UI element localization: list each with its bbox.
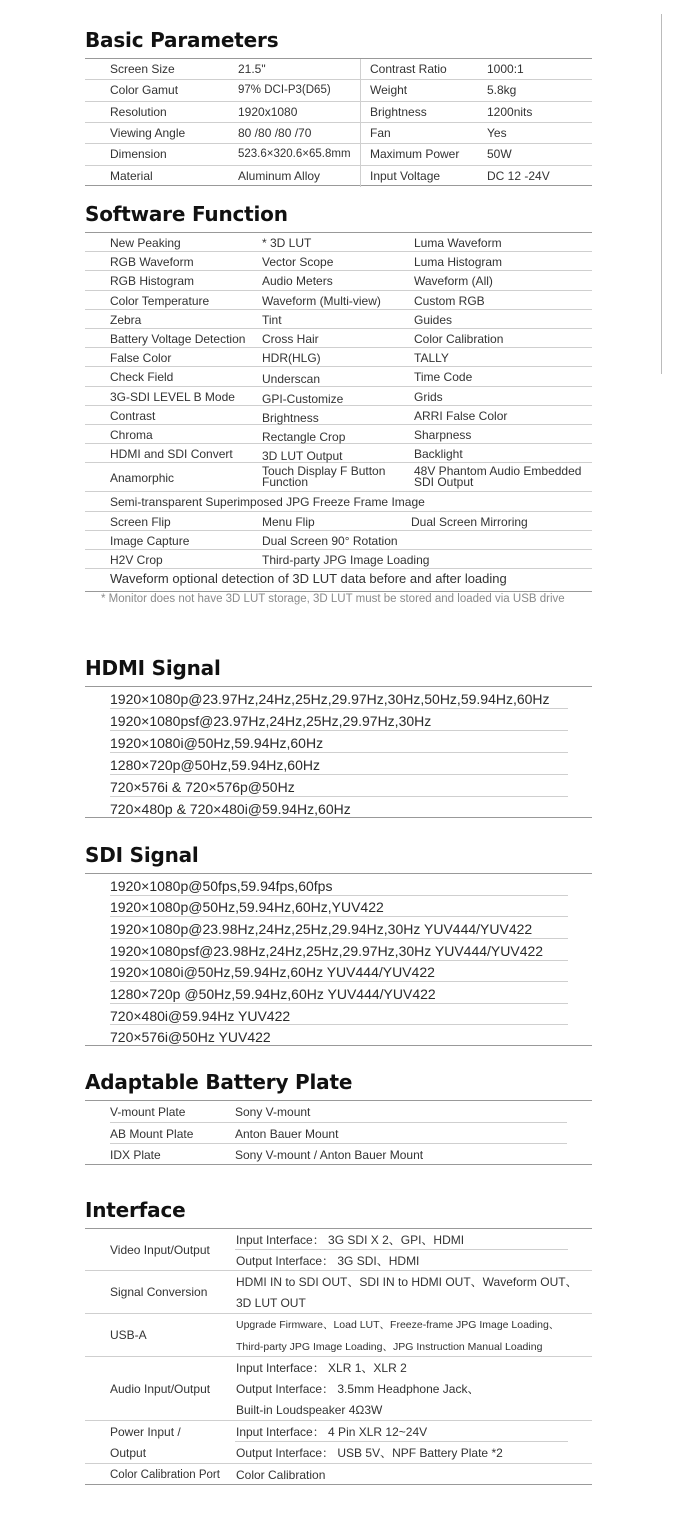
feature-item: Brightness <box>262 410 319 425</box>
param-label: Viewing Angle <box>110 126 186 140</box>
interface-power-label-1: Power Input / <box>110 1425 181 1439</box>
param-label: Dimension <box>110 147 167 162</box>
basic-parameters-row <box>85 59 592 80</box>
interface-table <box>85 1228 592 1485</box>
param-value: Yes <box>487 126 507 140</box>
feature-item: 3D LUT Output <box>262 449 343 464</box>
sdi-signal-row <box>110 939 568 961</box>
feature-item: Rectangle Crop <box>262 430 346 444</box>
software-function-row <box>85 569 592 593</box>
interface-signal-label: Signal Conversion <box>110 1285 208 1299</box>
software-function-row <box>85 550 592 569</box>
hdmi-signal-format: 1920×1080psf@23.97Hz,24Hz,25Hz,29.97Hz,30Hz <box>110 713 432 729</box>
software-function-row <box>85 271 592 290</box>
interface-signal-group <box>85 1271 592 1314</box>
param-label: Maximum Power <box>370 147 460 162</box>
interface-usb-line1: Upgrade Firmware、Load LUT、Freeze-frame JPG Image Loading、 <box>236 1319 560 1331</box>
interface-usb-line2: Third-party JPG Image Loading、JPG Instruction Manual Loading <box>236 1341 543 1353</box>
param-value: 1000:1 <box>487 62 524 76</box>
param-value: 80 /80 /80 /70 <box>238 126 312 140</box>
software-function-row <box>85 425 592 444</box>
sdi-signal-format: 1920×1080psf@23.98Hz,24Hz,25Hz,29.97Hz,30Hz YUV444/YUV422 <box>110 942 544 959</box>
basic-parameters-heading: Basic Parameters <box>85 28 279 52</box>
basic-parameters-row <box>85 80 592 101</box>
feature-item: RGB Histogram <box>110 274 195 289</box>
param-value: Aluminum Alloy <box>238 168 321 183</box>
sdi-signal-format: 720×480i@59.94Hz YUV422 <box>110 1007 291 1024</box>
hdmi-signal-row <box>110 775 568 797</box>
param-label: Color Gamut <box>110 83 179 98</box>
hdmi-signal-format: 720×576i & 720×576p@50Hz <box>110 779 295 795</box>
feature-item: Waveform (All) <box>414 274 493 289</box>
software-function-row <box>85 233 592 252</box>
feature-item: Luma Waveform <box>414 236 502 250</box>
hdmi-signal-row <box>110 797 568 819</box>
feature-item: * 3D LUT <box>262 236 312 250</box>
feature-item: Vector Scope <box>262 255 334 270</box>
software-function-row <box>85 387 592 406</box>
param-value: 1920x1080 <box>238 104 298 119</box>
software-function-row <box>85 291 592 310</box>
param-label: Brightness <box>370 104 427 119</box>
hdmi-signal-format: 1920×1080i@50Hz,59.94Hz,60Hz <box>110 735 324 751</box>
battery-plate-table <box>85 1100 592 1165</box>
feature-item: RGB Waveform <box>110 255 194 270</box>
software-function-row <box>85 310 592 329</box>
interface-video-input: Input Interface： 3G SDI X 2、GPI、HDMI <box>236 1233 465 1247</box>
hdmi-signal-row <box>110 753 568 775</box>
param-label: Fan <box>370 126 391 140</box>
feature-item: ARRI False Color <box>414 408 508 423</box>
feature-item: Semi-transparent Superimposed JPG Freeze Frame Image <box>110 495 425 510</box>
feature-item: Third-party JPG Image Loading <box>262 553 430 567</box>
software-function-heading: Software Function <box>85 202 288 226</box>
param-label: Input Voltage <box>370 168 441 183</box>
interface-audio-group <box>85 1357 592 1421</box>
feature-item: Color Calibration <box>414 332 504 346</box>
interface-power-input: Input Interface： 4 Pin XLR 12~24V <box>236 1425 428 1439</box>
param-label: Screen Size <box>110 62 175 76</box>
software-function-row <box>85 444 592 463</box>
software-function-row <box>85 252 592 271</box>
sdi-signal-row <box>110 1025 568 1047</box>
software-function-row <box>85 463 592 492</box>
hdmi-signal-row <box>110 731 568 753</box>
sdi-signal-row <box>110 961 568 983</box>
battery-plate-label: V-mount Plate <box>110 1105 186 1119</box>
interface-audio-input: Input Interface： XLR 1、XLR 2 <box>236 1361 407 1375</box>
param-value: 523.6×320.6×65.8mm <box>238 148 351 161</box>
param-value: 5.8kg <box>487 83 517 98</box>
param-value: 1200nits <box>487 104 533 119</box>
interface-video-output: Output Interface： 3G SDI、HDMI <box>236 1254 420 1268</box>
hdmi-signal-list <box>85 686 592 818</box>
param-label: Weight <box>370 83 408 98</box>
sdi-signal-format: 1920×1080p@50fps,59.94fps,60fps <box>110 877 333 894</box>
interface-heading: Interface <box>85 1198 186 1222</box>
feature-item: Touch Display F Button Function <box>262 464 386 490</box>
feature-item: 3G-SDI LEVEL B Mode <box>110 389 235 404</box>
hdmi-signal-format: 1280×720p@50Hz,59.94Hz,60Hz <box>110 757 320 773</box>
param-label: Resolution <box>110 104 167 119</box>
feature-item: Underscan <box>262 372 321 387</box>
feature-item: Sharpness <box>414 428 472 442</box>
software-function-row <box>85 367 592 386</box>
interface-calibration-value: Color Calibration <box>236 1468 326 1482</box>
sdi-signal-heading: SDI Signal <box>85 843 199 867</box>
feature-item: Color Temperature <box>110 293 210 308</box>
sdi-signal-format: 1920×1080p@50Hz,59.94Hz,60Hz,YUV422 <box>110 899 384 916</box>
interface-power-group <box>85 1421 592 1464</box>
feature-item: Tint <box>262 312 282 327</box>
battery-plate-row <box>110 1101 567 1123</box>
sdi-signal-row <box>110 1004 568 1026</box>
feature-item: False Color <box>110 351 172 366</box>
feature-item: Luma Histogram <box>414 255 503 270</box>
hdmi-signal-row <box>110 687 568 709</box>
sdi-signal-list <box>85 873 592 1046</box>
feature-item: Screen Flip <box>110 514 171 529</box>
param-label: Material <box>110 168 153 183</box>
hdmi-signal-heading: HDMI Signal <box>85 656 221 680</box>
software-function-footnote: * Monitor does not have 3D LUT storage, 3D LUT must be stored and loaded via USB drive <box>101 593 565 605</box>
feature-item: Waveform (Multi-view) <box>262 293 381 308</box>
feature-item: H2V Crop <box>110 553 163 567</box>
interface-audio-label: Audio Input/Output <box>110 1382 211 1396</box>
feature-item: 48V Phantom Audio Embedded SDI Output <box>414 464 582 490</box>
feature-item: HDR(HLG) <box>262 351 321 366</box>
software-function-row <box>85 492 592 511</box>
basic-parameters-row <box>85 123 592 144</box>
param-value: 50W <box>487 147 512 162</box>
right-edge-divider <box>661 14 662 374</box>
software-function-row <box>85 531 592 550</box>
basic-parameters-row <box>85 166 592 187</box>
interface-calibration-label: Color Calibration Port <box>110 1469 220 1481</box>
basic-parameters-table <box>85 58 592 186</box>
battery-plate-label: IDX Plate <box>110 1148 161 1163</box>
hdmi-signal-format: 1920×1080p@23.97Hz,24Hz,25Hz,29.97Hz,30Hz,50Hz,59.94Hz,60Hz <box>110 691 550 707</box>
software-function-row <box>85 512 592 531</box>
battery-plate-value: Anton Bauer Mount <box>235 1126 339 1141</box>
feature-item: New Peaking <box>110 236 181 250</box>
feature-item: Audio Meters <box>262 274 333 289</box>
feature-item: Chroma <box>110 428 153 442</box>
hdmi-signal-row <box>110 709 568 731</box>
feature-item: TALLY <box>414 351 449 366</box>
param-value: 21.5" <box>238 62 266 76</box>
sdi-signal-format: 1920×1080i@50Hz,59.94Hz,60Hz YUV444/YUV422 <box>110 964 435 981</box>
feature-item: Grids <box>414 389 443 404</box>
param-label: Contrast Ratio <box>370 62 447 76</box>
feature-item: Dual Screen 90° Rotation <box>262 533 398 548</box>
interface-power-label-2: Output <box>110 1446 147 1460</box>
feature-item: GPI-Customize <box>262 391 344 406</box>
feature-item: Menu Flip <box>262 514 315 529</box>
sdi-signal-row <box>110 896 568 918</box>
sdi-signal-format: 720×576i@50Hz YUV422 <box>110 1029 271 1046</box>
feature-item: Custom RGB <box>414 293 485 308</box>
feature-item: Dual Screen Mirroring <box>411 514 528 529</box>
interface-usb-group <box>85 1314 592 1357</box>
feature-item: Backlight <box>414 447 463 462</box>
interface-audio-speaker: Built-in Loudspeaker 4Ω3W <box>236 1403 383 1417</box>
feature-item: Time Code <box>414 370 473 385</box>
interface-signal-line2: 3D LUT OUT <box>236 1296 306 1310</box>
software-function-row <box>85 348 592 367</box>
interface-power-output: Output Interface： USB 5V、NPF Battery Plate *2 <box>236 1446 503 1460</box>
battery-plate-heading: Adaptable Battery Plate <box>85 1070 353 1094</box>
software-function-row <box>85 329 592 348</box>
basic-parameters-row <box>85 102 592 123</box>
battery-plate-value: Sony V-mount / Anton Bauer Mount <box>235 1148 424 1163</box>
param-value: DC 12 -24V <box>487 168 550 183</box>
feature-item: Anamorphic <box>110 471 175 486</box>
battery-plate-row <box>110 1144 567 1166</box>
interface-audio-output: Output Interface： 3.5mm Headphone Jack、 <box>236 1382 480 1396</box>
sdi-signal-row <box>110 874 568 896</box>
feature-item: Cross Hair <box>262 332 319 346</box>
battery-plate-row <box>110 1123 567 1145</box>
feature-item: Battery Voltage Detection <box>110 332 246 346</box>
sdi-signal-row <box>110 917 568 939</box>
feature-item: Waveform optional detection of 3D LUT data before and after loading <box>110 571 507 587</box>
feature-item: Contrast <box>110 408 156 423</box>
feature-item: Image Capture <box>110 533 190 548</box>
sdi-signal-format: 1280×720p @50Hz,59.94Hz,60Hz YUV444/YUV422 <box>110 985 436 1002</box>
sdi-signal-row <box>110 982 568 1004</box>
interface-video-group <box>85 1229 592 1271</box>
battery-plate-value: Sony V-mount <box>235 1105 311 1119</box>
battery-plate-label: AB Mount Plate <box>110 1126 194 1141</box>
interface-calibration-group <box>85 1464 592 1486</box>
feature-item: HDMI and SDI Convert <box>110 447 233 462</box>
hdmi-signal-format: 720×480p & 720×480i@59.94Hz,60Hz <box>110 801 351 817</box>
param-value: 97% DCI-P3(D65) <box>238 84 331 97</box>
feature-item: Zebra <box>110 312 142 327</box>
feature-item: Guides <box>414 312 453 327</box>
software-function-row <box>85 406 592 425</box>
interface-usb-label: USB-A <box>110 1328 147 1342</box>
sdi-signal-format: 1920×1080p@23.98Hz,24Hz,25Hz,29.94Hz,30Hz YUV444/YUV422 <box>110 921 533 938</box>
basic-parameters-row <box>85 144 592 165</box>
interface-signal-line1: HDMI IN to SDI OUT、SDI IN to HDMI OUT、Waveform OUT、 <box>236 1275 578 1289</box>
feature-item: Check Field <box>110 370 174 385</box>
interface-video-label: Video Input/Output <box>110 1243 210 1257</box>
software-function-table <box>85 232 592 592</box>
